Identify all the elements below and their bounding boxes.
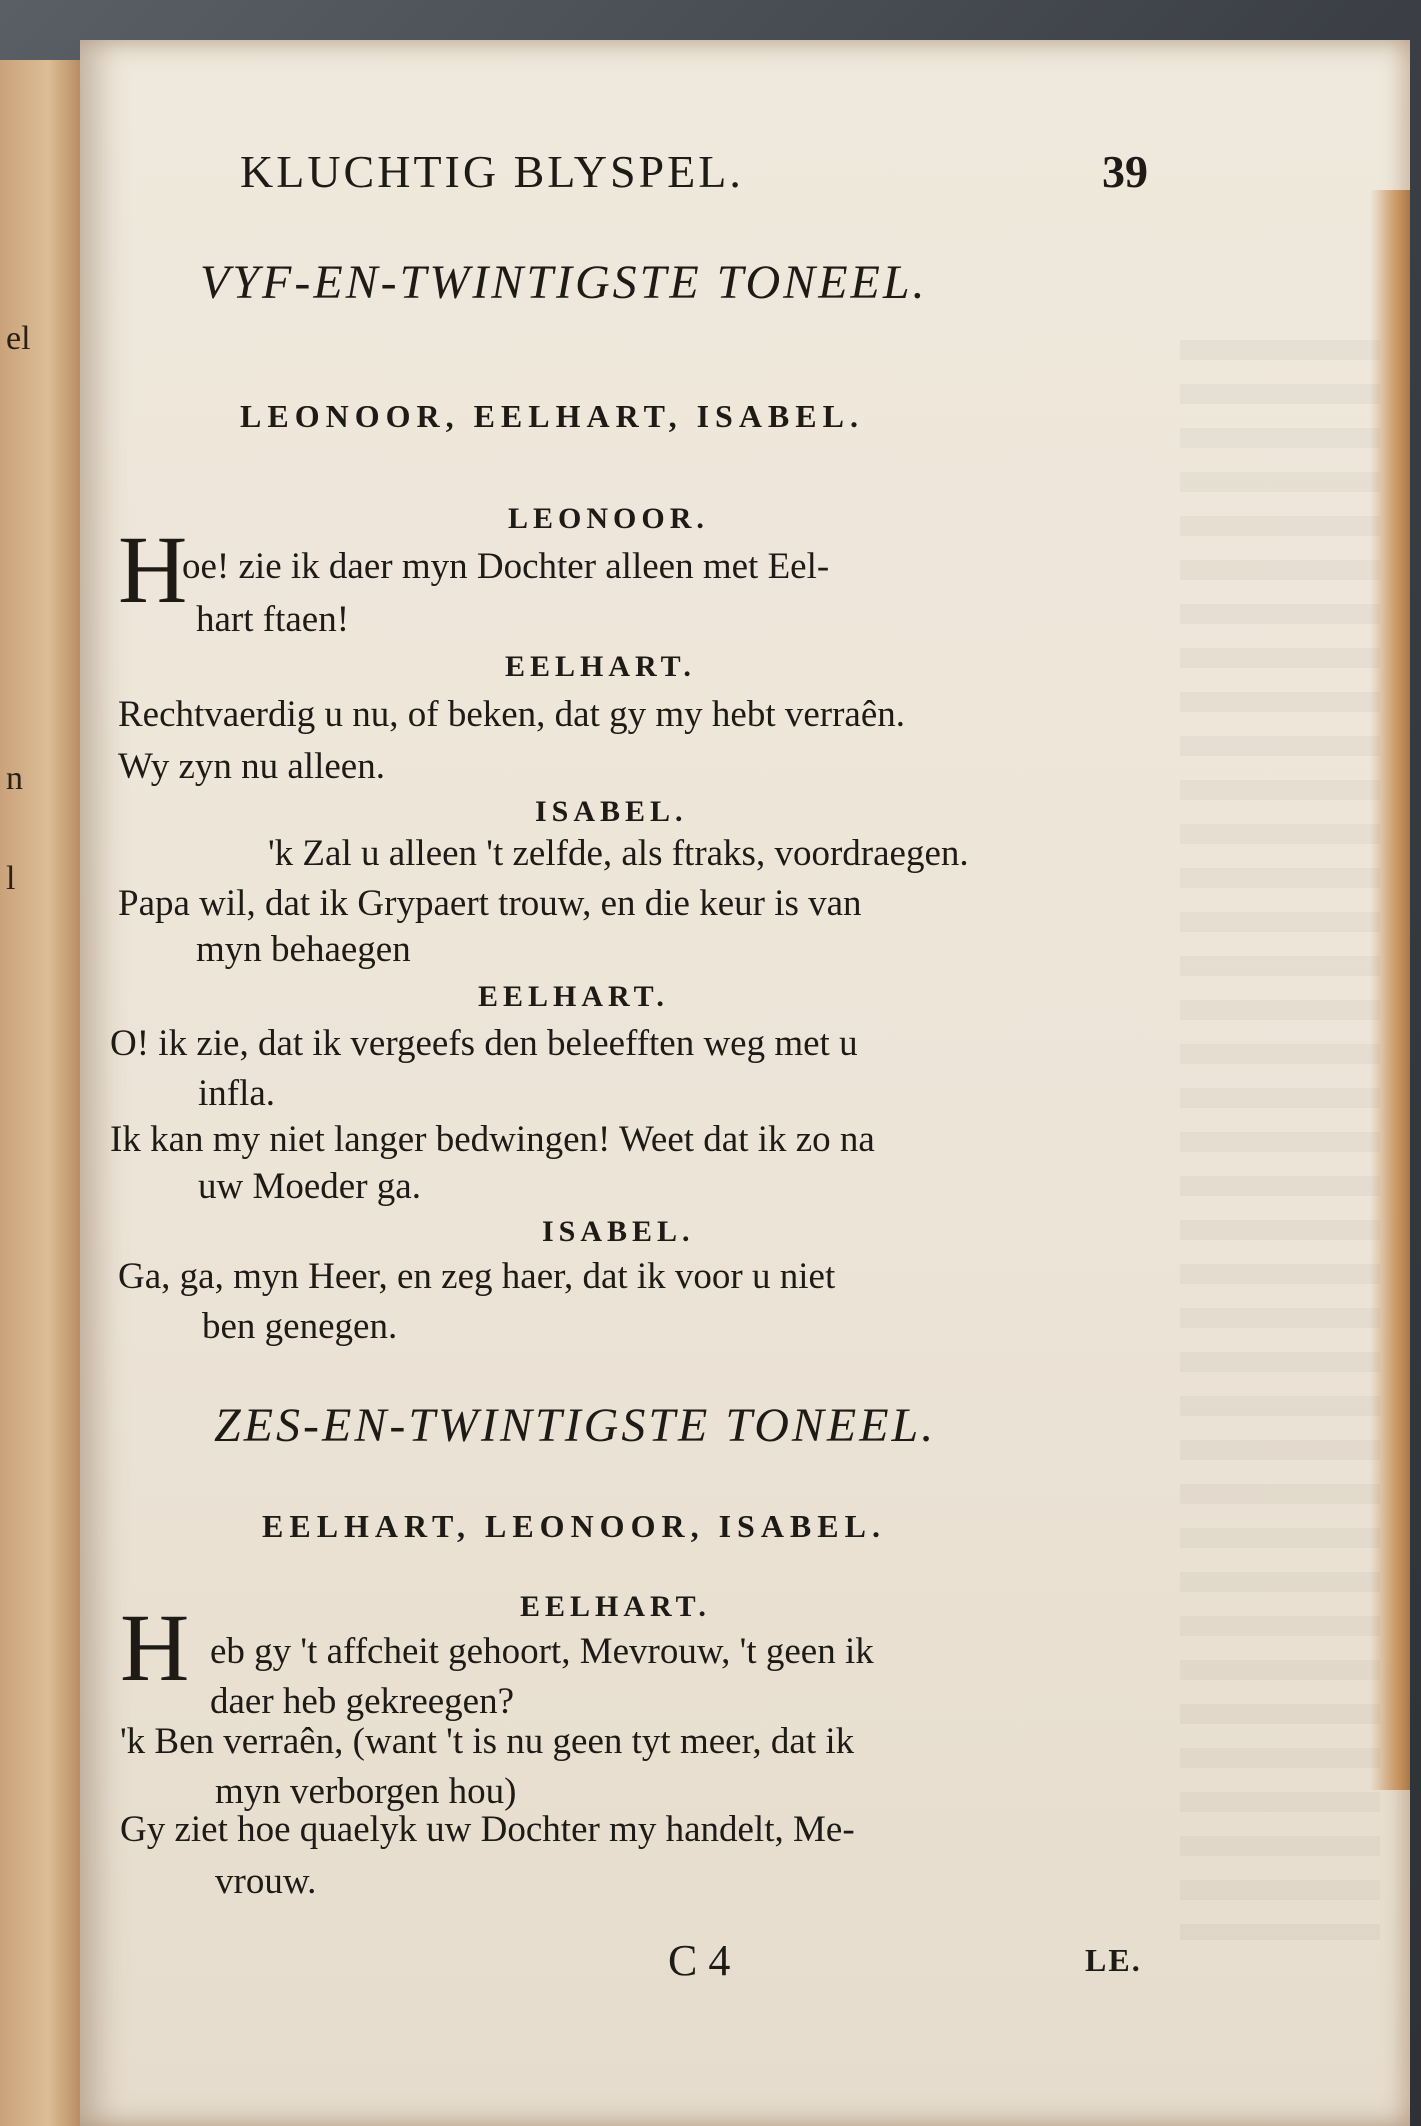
signature-mark: C 4 [668,1936,731,1985]
verse-line: Wy zyn nu alleen. [118,746,385,787]
verse-line: Papa wil, dat ik Grypaert trouw, en die keur is van [118,883,862,924]
speaker-name: LEONOOR. [508,502,709,535]
verse-line: infla. [198,1073,276,1114]
verse-line: Ik kan my niet langer bedwingen! Weet dat ik zo na [110,1119,875,1160]
verse-line: vrouw. [215,1861,317,1902]
verse-line: myn verborgen hou) [215,1771,517,1812]
cast-list: LEONOOR, EELHART, ISABEL. [240,398,864,434]
speaker-name: ISABEL. [542,1215,695,1248]
verse-line: Rechtvaerdig u nu, of beken, dat gy my hebt verraên. [118,694,906,735]
speaker-name: EELHART. [505,650,696,683]
verse-line: eb gy 't affcheit gehoort, Mevrouw, 't geen ik [210,1631,874,1672]
scene-title: VYF-EN-TWINTIGSTE TONEEL. [200,256,928,309]
verse-line: uw Moeder ga. [198,1166,421,1207]
verse-line: 'k Zal u alleen 't zelfde, als ftraks, voordraegen. [268,833,969,874]
cast-list: EELHART, LEONOOR, ISABEL. [262,1508,886,1544]
facing-page-fragment: n [6,760,23,797]
show-through [1180,340,1380,1940]
verse-line: ben genegen. [202,1306,398,1347]
verse-line: Ga, ga, myn Heer, en zeg haer, dat ik voor u niet [118,1256,836,1297]
running-title: KLUCHTIG BLYSPEL. [240,146,744,197]
speaker-name: EELHART. [478,980,669,1013]
verse-line: hart ftaen! [196,599,350,640]
verse-line: oe! zie ik daer myn Dochter alleen met Eel- [182,546,830,587]
verse-line: Gy ziet hoe quaelyk uw Dochter my handelt, Me- [120,1809,855,1850]
drop-cap: H [118,516,188,623]
page-number: 39 [1102,146,1148,197]
verse-line: myn behaegen [196,929,411,970]
drop-cap: H [120,1594,190,1701]
facing-page-fragment: el [6,320,31,357]
facing-page-edge [0,60,86,2126]
verse-line: O! ik zie, dat ik vergeefs den beleefften weg met u [110,1023,858,1064]
catchword: LE. [1085,1942,1142,1978]
speaker-name: EELHART. [520,1590,711,1623]
verse-line: 'k Ben verraên, (want 't is nu geen tyt meer, dat ik [120,1721,855,1762]
facing-page-fragment: l [6,860,16,897]
scene-title: ZES-EN-TWINTIGSTE TONEEL. [214,1399,937,1452]
verse-line: daer heb gekreegen? [210,1681,515,1722]
speaker-name: ISABEL. [535,795,688,828]
